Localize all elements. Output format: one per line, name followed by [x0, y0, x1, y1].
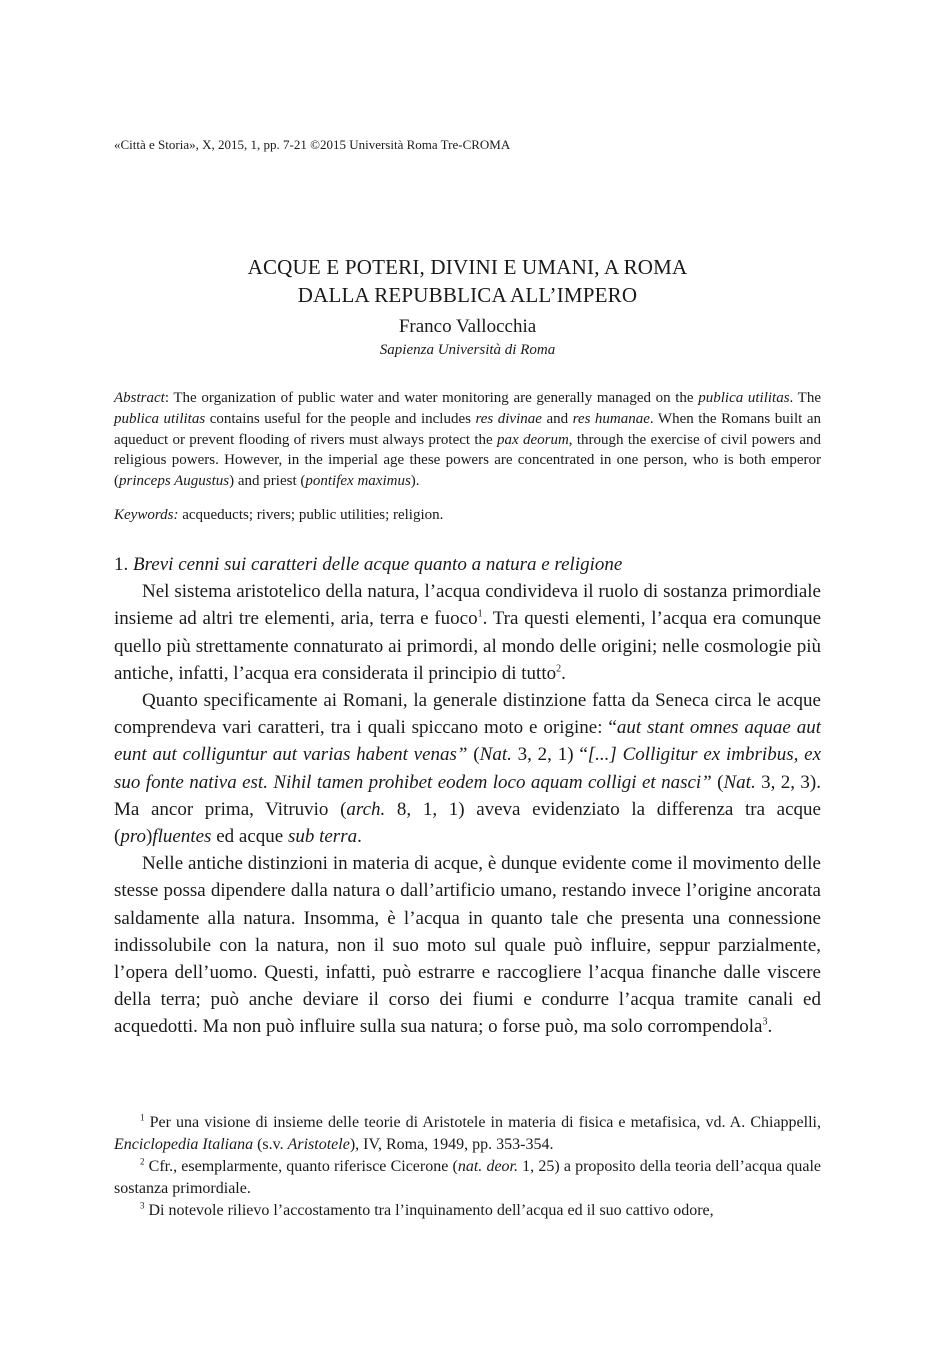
abstract-term: publica utilitas — [114, 410, 206, 427]
body-text — [114, 551, 821, 1041]
author-affiliation: Sapienza Università di Roma — [379, 342, 556, 358]
abstract-text: and — [541, 410, 573, 427]
footnote-1 — [114, 1112, 821, 1156]
paragraph-text: . — [767, 1016, 773, 1038]
paragraph-text: 3, 2, 1) “ — [511, 744, 588, 766]
abstract-text: , through the exercise of civil powers and religious powers. However, in the imperial age these powers are concentrated in one person, who is both emperor ( — [114, 431, 821, 490]
footnote-title: nat. deor. — [457, 1158, 518, 1175]
paragraph-text: . Tra questi elementi, l’acqua era comunque quello più strettamente connaturato ai primordi, al mondo delle origini; nelle cosmologie più antiche, infatti, l’acqua era considerata il principio di tutto — [114, 608, 821, 684]
abstract-term: publica utilitas — [698, 390, 790, 406]
paragraph-text: ( — [467, 744, 480, 766]
article-title — [114, 253, 821, 309]
footnotes — [114, 1112, 821, 1222]
paragraph-2 — [114, 687, 821, 850]
footnote-text: ), IV, Roma, 1949, pp. 353-354. — [349, 1136, 554, 1153]
abstract — [114, 388, 821, 492]
abstract-text: . When the Romans built an aqueduct or prevent flooding of rivers must always protect the — [114, 410, 821, 448]
abstract-text: : The organization of public water and water monitoring are generally managed on the — [164, 390, 699, 406]
footnote-number: 2 — [140, 1156, 145, 1167]
abstract-term: pax deorum — [497, 431, 569, 448]
abstract-term: res humanae — [572, 410, 650, 427]
footnote-text: Di notevole rilievo l’accostamento tra l’inquinamento dell’acqua ed il suo cattivo odore, — [144, 1202, 714, 1219]
abstract-label: Abstract — [114, 390, 165, 406]
footnote-ref: 3 — [762, 1017, 768, 1029]
paragraph-text: ed acque — [211, 826, 288, 848]
section-title: Brevi cenni sui caratteri delle acque quanto a natura e religione — [133, 554, 623, 575]
paragraph-text: 8, 1, 1) aveva evidenziato la differenza tra acque ( — [114, 798, 821, 848]
paragraph-text: ( — [711, 771, 724, 793]
title-line-2: DALLA REPUBBLICA ALL’IMPERO — [297, 283, 638, 307]
citation: Nat. — [723, 771, 756, 793]
paragraph-text: 3, 2, 3). Ma ancor prima, Vitruvio ( — [114, 771, 822, 820]
paragraph-3 — [114, 850, 821, 1040]
footnote-2 — [114, 1156, 821, 1200]
paragraph-text: Nelle antiche distinzioni in materia di acque, è dunque evidente come il movimento delle stesse possa dipendere dalla natura o dall’artificio umano, restando invece l’origine ancorata saldamente alla natura. Insomma, è l’acqua in quanto tale che presenta una connessione indissolubile con la natura, non il suo moto sul quale può influire, seppur parzialmente, l’opera dell’uomo. Questi, infatti, può estrarre e raccogliere l’acqua finanche dalle viscere della terra; può anche deviare il corso dei fiumi e condurre l’acqua tramite canali ed acquedotti. Ma non può influire sulla sua natura; o forse può, ma solo corrompendola — [114, 853, 821, 1038]
citation: arch. — [346, 798, 386, 820]
footnote-text: Per una visione di insieme delle teorie di Aristotele in materia di fisica e metafisica, vd. A. Chiappelli, — [144, 1114, 821, 1131]
latin-term: pro — [120, 826, 147, 848]
keywords — [114, 507, 821, 524]
section-heading — [114, 551, 821, 578]
footnote-ref: 2 — [556, 663, 562, 675]
footnote-title: Enciclopedia Italiana — [114, 1136, 254, 1153]
footnote-text: (s.v. — [253, 1136, 288, 1153]
abstract-term: pontifex maximus — [305, 473, 411, 490]
latin-term: sub terra — [287, 826, 358, 848]
footnote-number: 1 — [140, 1112, 145, 1123]
abstract-text: ). — [410, 473, 420, 490]
footnote-number: 3 — [140, 1200, 145, 1211]
latin-quote: aut stant omnes aquae aut eunt aut colliguntur aut varias habent venas” — [114, 717, 821, 766]
paragraph-text: . — [357, 826, 362, 848]
paragraph-text: ) — [146, 826, 153, 848]
running-head: «Città e Storia», X, 2015, 1, pp. 7-21 ©2015 Università Roma Tre-CROMA — [114, 137, 511, 152]
keywords-label: Keywords: — [114, 507, 179, 523]
author-name: Franco Vallocchia — [398, 316, 537, 337]
abstract-text: ) and priest ( — [229, 473, 306, 490]
abstract-term: princeps Augustus — [119, 473, 230, 490]
latin-term: fluentes — [152, 826, 212, 848]
citation: Nat. — [479, 744, 512, 766]
section-number: 1. — [114, 554, 133, 575]
keywords-list: acqueducts; rivers; public utilities; religion. — [178, 507, 444, 523]
abstract-text: contains useful for the people and includes — [205, 410, 476, 427]
latin-quote: [...] Colligitur ex imbribus, ex suo fonte nativa est. Nihil tamen prohibet eodem loco aquam colligi et nasci” — [114, 744, 821, 793]
paragraph-text: . — [561, 662, 566, 684]
paragraph-text: Nel sistema aristotelico della natura, l’acqua condivideva il ruolo di sostanza primordiale insieme ad altri tre elementi, aria, terra e fuoco — [114, 581, 821, 630]
footnote-text: 1, 25) a proposito della teoria dell’acqua quale sostanza primordiale. — [114, 1158, 821, 1197]
footnote-title: Aristotele — [287, 1136, 350, 1153]
abstract-text: . The — [789, 390, 821, 406]
abstract-term: res divinae — [475, 410, 542, 427]
paragraph-1 — [114, 578, 821, 687]
footnote-ref: 1 — [477, 609, 483, 621]
title-line-1: ACQUE E POTERI, DIVINI E UMANI, A ROMA — [247, 255, 688, 279]
footnote-text: Cfr., esemplarmente, quanto riferisce Cicerone ( — [144, 1158, 458, 1175]
footnote-3 — [114, 1200, 821, 1222]
paragraph-text: Quanto specificamente ai Romani, la generale distinzione fatta da Seneca circa le acque comprendeva vari caratteri, tra i quali spiccano moto e origine: “ — [114, 690, 821, 739]
